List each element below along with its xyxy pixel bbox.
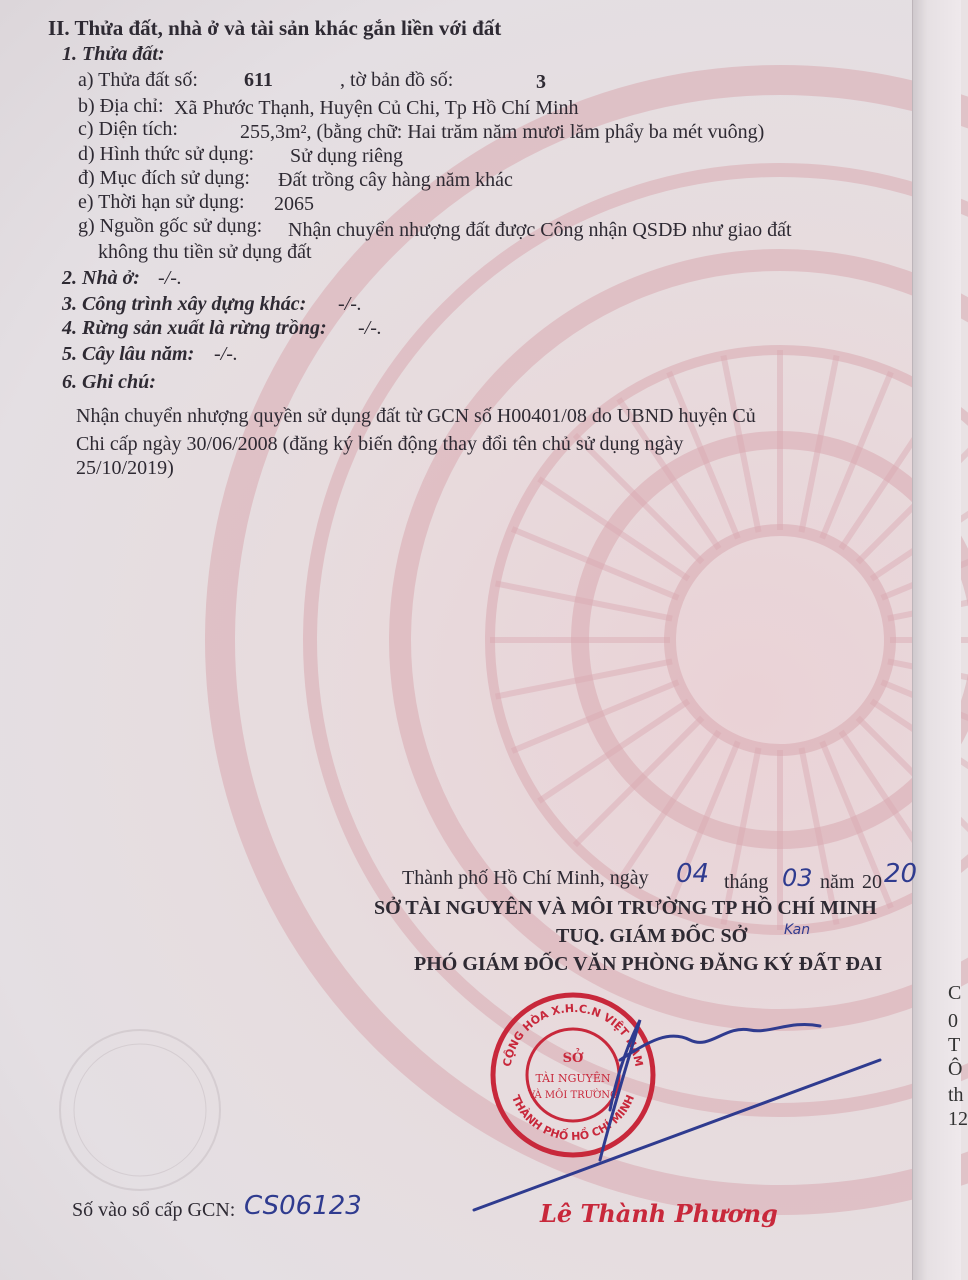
- perennial-trees-label: 5. Cây lâu năm:: [62, 343, 195, 365]
- usage-form-label: d) Hình thức sử dụng:: [78, 143, 255, 165]
- other-works-value: -/-.: [338, 293, 362, 315]
- signer-name: Lê Thành Phương: [540, 1199, 778, 1228]
- year-handwritten: 20: [884, 859, 918, 889]
- usage-form-value: Sử dụng riêng: [290, 145, 404, 167]
- handwritten-signature: [460, 1000, 920, 1220]
- day-handwritten: 04: [676, 859, 710, 889]
- usage-purpose-value: Đất trồng cây hàng năm khác: [278, 169, 513, 191]
- tuq-annotation: Kan: [784, 922, 811, 938]
- seal-inner-3: VÀ MÔI TRƯỜNG: [527, 1090, 619, 1101]
- house-value: -/-.: [158, 267, 182, 289]
- map-sheet-number: 3: [536, 71, 546, 93]
- usage-purpose-label: đ) Mục đích sử dụng:: [78, 167, 250, 189]
- forest-label: 4. Rừng sản xuất là rừng trồng:: [62, 317, 327, 339]
- notes-line-2: Chi cấp ngày 30/06/2008 (đăng ký biến động thay đổi tên chủ sử dụng ngày: [76, 433, 684, 455]
- origin-label: g) Nguồn gốc sử dụng:: [78, 215, 263, 237]
- parcel-number-label: a) Thửa đất số:: [78, 69, 198, 91]
- agency-name: SỞ TÀI NGUYÊN VÀ MÔI TRƯỜNG TP HỒ CHÍ MINH: [374, 897, 877, 919]
- area-value: 255,3m², (bằng chữ: Hai trăm năm mươi lăm phẩy ba mét vuông): [240, 121, 765, 143]
- house-label: 2. Nhà ở:: [62, 267, 140, 289]
- year-label: năm: [820, 871, 855, 893]
- seal-top-text: CỘNG HÒA X.H.C.N VIỆT NAM: [500, 1001, 646, 1068]
- perennial-trees-value: -/-.: [214, 343, 238, 365]
- notes-line-3: 25/10/2019): [76, 457, 174, 479]
- fold-char: th: [948, 1084, 964, 1106]
- other-works-label: 3. Công trình xây dựng khác:: [62, 293, 307, 315]
- fold-char: 12: [948, 1108, 968, 1130]
- month-label: tháng: [724, 871, 769, 893]
- area-label: c) Diện tích:: [78, 118, 178, 140]
- parcel-number: 611: [244, 69, 273, 91]
- fold-char: Ô: [948, 1058, 963, 1080]
- origin-value-line2: không thu tiền sử dụng đất: [98, 241, 312, 263]
- seal-inner-1: SỞ: [562, 1051, 584, 1066]
- address-label: b) Địa chỉ:: [78, 95, 164, 117]
- fold-char: T: [948, 1034, 961, 1056]
- year-printed: 20: [862, 871, 882, 893]
- place-date-label: Thành phố Hồ Chí Minh, ngày: [402, 867, 649, 889]
- map-sheet-label: , tờ bản đồ số:: [340, 69, 454, 91]
- month-handwritten: 03: [782, 864, 813, 892]
- notes-label: 6. Ghi chú:: [62, 371, 156, 393]
- forest-value: -/-.: [358, 317, 382, 339]
- seal-bottom-text: THÀNH PHỐ HỒ CHÍ MINH: [508, 1092, 638, 1144]
- registry-label: Số vào sổ cấp GCN:: [72, 1199, 236, 1221]
- origin-value-line1: Nhận chuyển nhượng đất được Công nhận QSDĐ như giao đất: [288, 219, 792, 241]
- deputy-title: PHÓ GIÁM ĐỐC VĂN PHÒNG ĐĂNG KÝ ĐẤT ĐAI: [414, 953, 883, 975]
- fold-char: C: [948, 982, 962, 1004]
- notes-line-1: Nhận chuyển nhượng quyền sử dụng đất từ GCN số H00401/08 do UBND huyện Củ: [76, 405, 756, 427]
- usage-term-label: e) Thời hạn sử dụng:: [78, 191, 245, 213]
- section-title: II. Thửa đất, nhà ở và tài sản khác gắn liền với đất: [48, 16, 502, 40]
- usage-term-value: 2065: [274, 193, 314, 215]
- address-value: Xã Phước Thạnh, Huyện Củ Chi, Tp Hồ Chí Minh: [174, 97, 579, 119]
- fold-char: 0: [948, 1010, 958, 1032]
- seal-inner-2: TÀI NGUYÊN: [535, 1072, 611, 1085]
- tuq-title: TUQ. GIÁM ĐỐC SỞ: [556, 925, 748, 947]
- registry-number: CS06123: [244, 1191, 362, 1221]
- parcel-heading: 1. Thửa đất:: [62, 43, 165, 65]
